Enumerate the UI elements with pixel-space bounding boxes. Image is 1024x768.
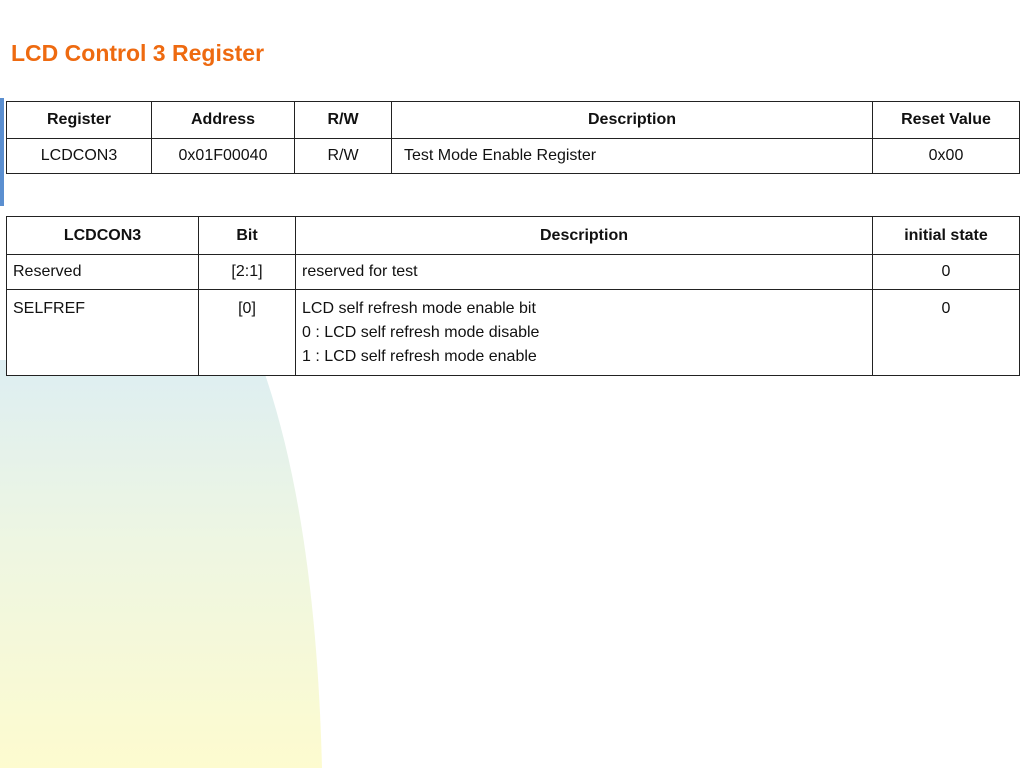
cell-address: 0x01F00040 [152, 139, 295, 174]
header-description: Description [392, 102, 873, 139]
header-address: Address [152, 102, 295, 139]
cell-bit: [2:1] [199, 255, 296, 290]
bit-field-table [6, 216, 1020, 376]
register-table-header-row [7, 102, 1020, 139]
description-line: LCD self refresh mode enable bit [302, 300, 536, 317]
description-line: 1 : LCD self refresh mode enable [302, 348, 537, 365]
header-initial-state: initial state [873, 217, 1020, 255]
description-line: reserved for test [302, 263, 418, 280]
left-accent-bar [0, 98, 4, 206]
cell-initial-state: 0 [873, 290, 1020, 376]
page-title: LCD Control 3 Register [11, 40, 265, 66]
cell-rw: R/W [295, 139, 392, 174]
cell-field-name: Reserved [7, 255, 199, 290]
cell-field-name: SELFREF [7, 290, 199, 376]
cell-reset-value: 0x00 [873, 139, 1020, 174]
table-row [7, 290, 1020, 376]
table-row [7, 139, 1020, 174]
cell-bit: [0] [199, 290, 296, 376]
header-field-name: LCDCON3 [7, 217, 199, 255]
cell-description [296, 255, 873, 290]
cell-description [296, 290, 873, 376]
header-register: Register [7, 102, 152, 139]
cell-initial-state: 0 [873, 255, 1020, 290]
header-reset-value: Reset Value [873, 102, 1020, 139]
cell-register: LCDCON3 [7, 139, 152, 174]
header-rw: R/W [295, 102, 392, 139]
description-line: 0 : LCD self refresh mode disable [302, 324, 540, 341]
table-row [7, 255, 1020, 290]
header-description: Description [296, 217, 873, 255]
register-summary-table [6, 101, 1020, 174]
cell-description: Test Mode Enable Register [392, 139, 873, 174]
header-bit: Bit [199, 217, 296, 255]
bit-table-header-row [7, 217, 1020, 255]
